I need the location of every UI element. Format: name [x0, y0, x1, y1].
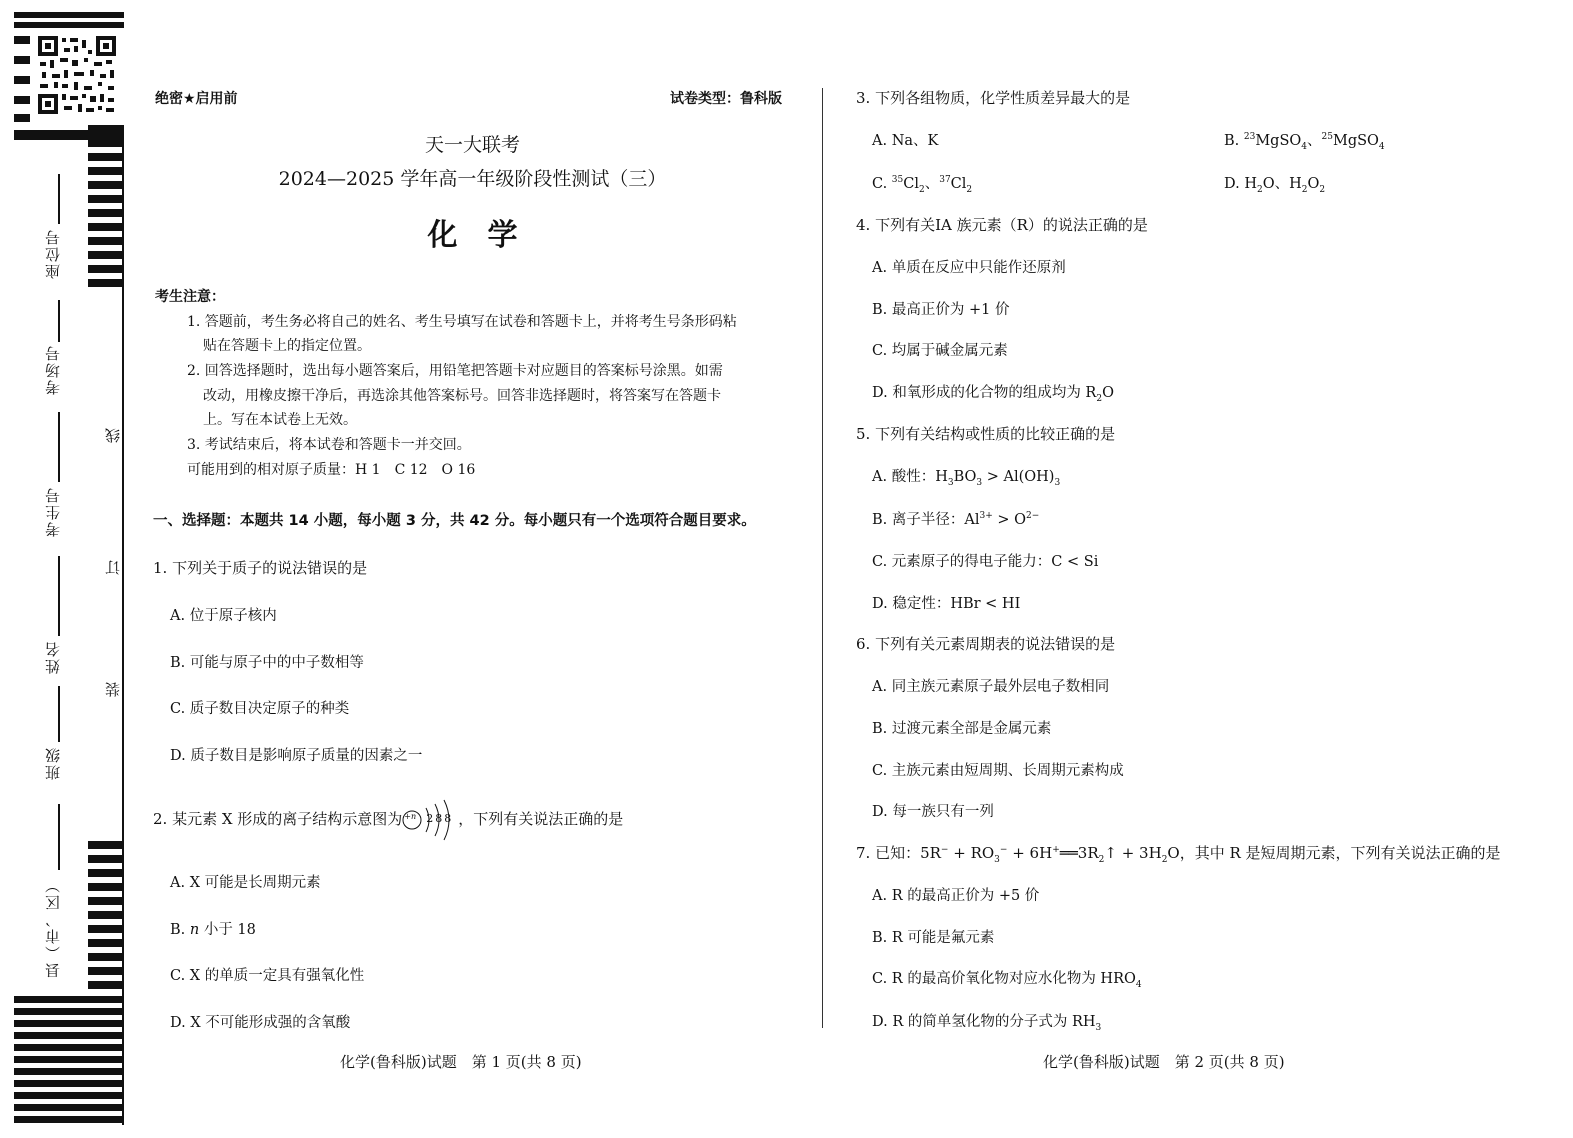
q3-b-formula1: MgSO	[1255, 133, 1302, 149]
q5-option-a[interactable]	[872, 465, 1060, 488]
footer-page-1: 化学(鲁科版)试题 第 1 页(共 8 页)	[340, 1053, 582, 1071]
q7-s2: + RO	[948, 844, 995, 862]
q7-sub4: 2	[1098, 855, 1105, 865]
footer-page-2: 化学(鲁科版)试题 第 2 页(共 8 页)	[1043, 1053, 1285, 1071]
q3-b-sub2: 4	[1378, 141, 1385, 152]
q2-option-b-var: n	[189, 922, 200, 938]
q3-b-formula2: MgSO	[1332, 133, 1379, 149]
notice-line-2: 贴在答题卡上的指定位置。	[203, 338, 371, 354]
page-divider	[822, 88, 823, 1028]
section-heading: 一、选择题：本题共 14 小题，每小题 3 分，共 42 分。每小题只有一个选项符合题目要求。	[153, 513, 756, 529]
q5-b-mid: > O	[992, 512, 1027, 528]
shell-3: 8	[444, 812, 452, 825]
q7-s1: 7. 已知：5R	[856, 844, 941, 862]
cut-mark-line: 线	[104, 428, 122, 443]
q7-stem	[856, 842, 1501, 865]
county-line[interactable]	[58, 804, 60, 870]
q1-option-d[interactable]: D. 质子数目是影响原子质量的因素之一	[170, 748, 423, 764]
class-line[interactable]	[58, 686, 60, 742]
q3-option-c[interactable]	[872, 172, 972, 195]
subject-title: 化 学	[427, 218, 518, 253]
q3-d-prefix: D. H	[1224, 176, 1257, 192]
q7-option-b[interactable]: B. R 可能是氟元素	[872, 930, 995, 946]
q3-stem: 3. 下列各组物质，化学性质差异最大的是	[856, 89, 1131, 107]
seat-number-label: 座位号	[44, 228, 62, 279]
q3-c-mass1: 35	[891, 175, 904, 186]
q3-b-mass2: 25	[1321, 132, 1333, 143]
q4-option-b[interactable]: B. 最高正价为 +1 价	[872, 302, 1010, 318]
q7-d-sub: 3	[1095, 1022, 1102, 1033]
q4-option-c[interactable]: C. 均属于碱金属元素	[872, 343, 1008, 359]
q3-c-formula1: Cl	[903, 176, 919, 192]
q2-stem	[153, 808, 623, 829]
shell-1: 2	[426, 812, 434, 825]
q7-option-d[interactable]	[872, 1010, 1101, 1033]
q5-b-prefix: B. 离子半径：Al	[872, 512, 980, 528]
q7-s5: ↑ + 3H	[1104, 844, 1162, 862]
q6-option-c[interactable]: C. 主族元素由短周期、长周期元素构成	[872, 763, 1124, 779]
qr-code	[38, 36, 116, 114]
q4-option-d[interactable]	[872, 381, 1114, 404]
atomic-mass-line: 可能用到的相对原子质量：H 1 C 12 O 16	[187, 462, 476, 478]
q7-s3: + 6H	[1007, 844, 1053, 862]
q5-a-prefix: A. 酸性：H	[872, 469, 948, 485]
notice-line-1: 1. 答题前，考生务必将自己的姓名、考生号填写在试卷和答题卡上，并将考生号条形码粘	[187, 314, 737, 330]
q6-stem: 6. 下列有关元素周期表的说法错误的是	[856, 635, 1116, 653]
name-label: 姓名	[44, 640, 62, 674]
q5-a-sub1: 3	[947, 477, 954, 488]
class-label: 班级	[44, 746, 62, 780]
q4-d-post: O	[1102, 385, 1114, 401]
q3-c-sub2: 2	[966, 184, 973, 195]
ion-structure-diagram	[402, 811, 458, 829]
q3-d-sub2: 2	[1301, 184, 1308, 195]
cut-mark-bind: 装	[104, 682, 122, 697]
q3-b-mass1: 23	[1243, 132, 1256, 143]
q2-option-a[interactable]: A. X 可能是长周期元素	[170, 875, 321, 891]
cut-mark-staple: 订	[104, 560, 122, 575]
q5-option-d[interactable]: D. 稳定性：HBr < HI	[872, 596, 1021, 612]
q5-a-post: > Al(OH)	[982, 469, 1055, 485]
q5-a-sub2: 3	[976, 477, 983, 488]
name-line[interactable]	[58, 556, 60, 636]
q7-sub5: 2	[1161, 855, 1168, 865]
notice-title: 考生注意：	[155, 289, 225, 305]
q7-s6: O，其中 R 是短周期元素，下列有关说法正确的是	[1167, 844, 1501, 862]
q4-d-sub: 2	[1096, 393, 1103, 404]
q1-option-a[interactable]: A. 位于原子核内	[170, 608, 277, 624]
q3-c-sep: 、	[924, 176, 940, 192]
q3-c-prefix: C.	[872, 176, 892, 192]
exam-organizer: 天一大联考	[424, 134, 520, 156]
q2-option-b[interactable]	[170, 918, 256, 939]
q2-stem-part2: ，下列有关说法正确的是	[458, 810, 624, 828]
q1-option-c[interactable]: C. 质子数目决定原子的种类	[170, 701, 350, 717]
q3-c-sub1: 2	[918, 184, 925, 195]
notice-line-6: 3. 考试结束后，将本试卷和答题卡一并交回。	[187, 437, 471, 453]
shell-2: 8	[435, 812, 443, 825]
q1-option-b[interactable]: B. 可能与原子中的中子数相等	[170, 655, 364, 671]
q5-a-sub3: 3	[1054, 477, 1061, 488]
q3-b-prefix: B.	[1224, 133, 1244, 149]
q3-c-mass2: 37	[939, 175, 951, 186]
q6-option-d[interactable]: D. 每一族只有一列	[872, 804, 994, 820]
q7-option-c[interactable]	[872, 967, 1142, 990]
q1-stem: 1. 下列关于质子的说法错误的是	[153, 559, 368, 577]
q5-b-sup1: 3+	[979, 511, 993, 522]
q5-option-b[interactable]	[872, 508, 1039, 529]
q6-option-a[interactable]: A. 同主族元素原子最外层电子数相同	[872, 679, 1110, 695]
confidential-label: 绝密★启用前	[155, 91, 238, 107]
q5-a-mid: BO	[953, 469, 977, 485]
q3-d-sub1: 2	[1256, 184, 1263, 195]
q3-b-sub1: 4	[1301, 141, 1308, 152]
paper-type-label: 试卷类型：鲁科版	[670, 91, 782, 107]
q7-option-a[interactable]: A. R 的最高正价为 +5 价	[872, 888, 1040, 904]
q3-c-formula2: Cl	[950, 176, 967, 192]
q3-option-d[interactable]	[1224, 172, 1325, 195]
q7-sup2: −	[999, 845, 1008, 855]
q7-d-text: D. R 的简单氢化物的分子式为 RH	[872, 1014, 1096, 1030]
nucleus-charge: +n	[404, 812, 417, 821]
q2-option-d[interactable]: D. X 不可能形成强的含氧酸	[170, 1015, 351, 1031]
notice-line-5: 上。写在本试卷上无效。	[203, 412, 357, 428]
q2-stem-part1: 2. 某元素 X 形成的离子结构示意图为	[153, 810, 403, 828]
q3-option-a[interactable]: A. Na、K	[872, 133, 939, 149]
q5-stem: 5. 下列有关结构或性质的比较正确的是	[856, 425, 1116, 443]
q3-d-mid2: O	[1307, 176, 1320, 192]
candidate-number-label: 考生号	[44, 486, 62, 537]
q3-d-sub3: 2	[1319, 184, 1326, 195]
q4-stem: 4. 下列有关ⅠA 族元素（R）的说法正确的是	[856, 216, 1148, 234]
q3-option-b[interactable]	[1224, 129, 1385, 152]
exam-room-label: 考场号	[44, 344, 62, 395]
q7-c-text: C. R 的最高价氧化物对应水化物为 HRO	[872, 971, 1136, 987]
notice-line-3: 2. 回答选择题时，选出每小题答案后，用铅笔把答题卡对应题目的答案标号涂黑。如需	[187, 363, 723, 379]
binding-stripes-bottom	[14, 996, 124, 1124]
q4-option-a[interactable]: A. 单质在反应中只能作还原剂	[872, 260, 1066, 276]
q7-sup1: −	[940, 845, 949, 855]
q6-option-b[interactable]: B. 过渡元素全部是金属元素	[872, 721, 1052, 737]
q2-option-b-text: 小于 18	[199, 922, 256, 938]
county-label: 县（市、区）	[44, 876, 62, 978]
q3-d-mid: O、H	[1262, 176, 1302, 192]
q2-option-c[interactable]: C. X 的单质一定具有强氧化性	[170, 968, 365, 984]
q7-sup3: +	[1052, 845, 1060, 855]
q7-s4: ══3R	[1059, 844, 1099, 862]
candidate-number-line[interactable]	[58, 412, 60, 482]
notice-line-4: 改动，用橡皮擦干净后，再选涂其他答案标号。回答非选择题时，将答案写在答题卡	[203, 388, 721, 404]
q5-option-c[interactable]: C. 元素原子的得电子能力：C < Si	[872, 554, 1099, 570]
binding-stripes-vertical	[88, 125, 124, 1125]
q7-c-sub: 4	[1135, 979, 1142, 990]
q3-b-sep: 、	[1307, 133, 1322, 149]
exam-room-line[interactable]	[58, 300, 60, 342]
exam-title: 2024—2025 学年高一年级阶段性测试（三）	[278, 168, 667, 190]
q2-option-b-prefix: B.	[170, 922, 190, 938]
q5-b-sup2: 2−	[1026, 511, 1040, 522]
q7-sub2: 3	[994, 855, 1000, 865]
q4-d-text: D. 和氧形成的化合物的组成均为 R	[872, 385, 1097, 401]
